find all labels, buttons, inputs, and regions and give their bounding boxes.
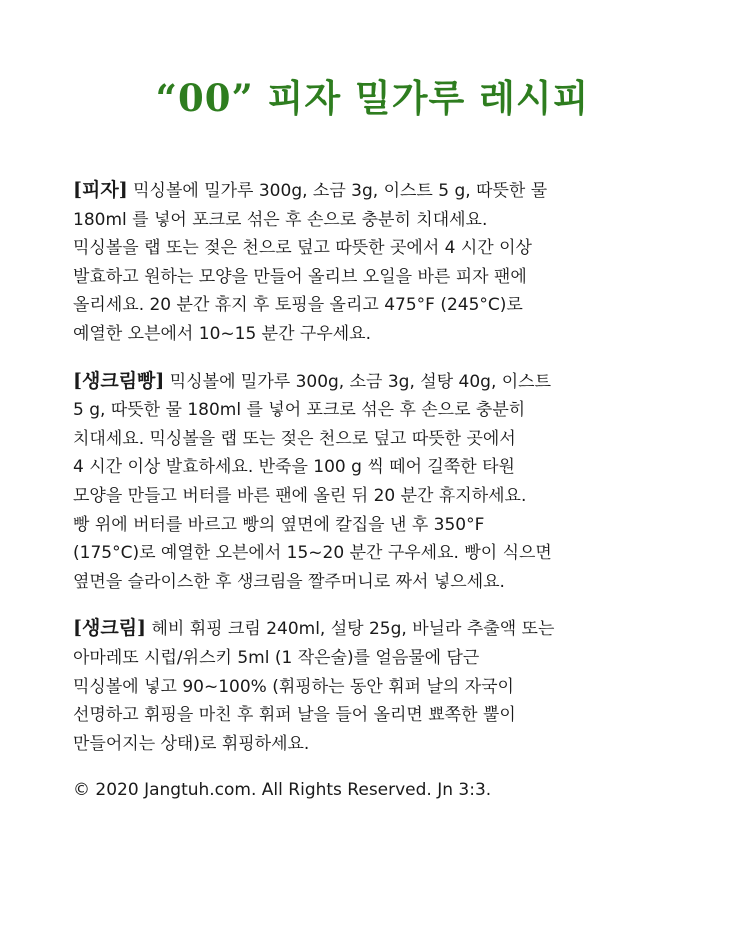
section-line: 치대세요. 믹싱볼을 랩 또는 젖은 천으로 덮고 따뜻한 곳에서	[73, 428, 516, 449]
section-line: 선명하고 휘핑을 마친 후 휘퍼 날을 들어 올리면 뾰쪽한 뿔이	[73, 705, 516, 726]
section-tag: [생크림빵]	[73, 369, 165, 392]
recipe-body	[73, 176, 693, 804]
copyright-notice: © 2020 Jangtuh.com. All Rights Reserved. Jn 3:3.	[73, 780, 492, 801]
whipped-cream-section	[73, 614, 693, 758]
section-line: 만들어지는 상태)로 휘핑하세요.	[73, 733, 310, 754]
section-line: 발효하고 원하는 모양을 만들어 올리브 오일을 바른 피자 팬에	[73, 266, 527, 287]
section-line: 아마레또 시럽/위스키 5ml (1 작은술)를 얼음물에 담근	[73, 647, 480, 668]
section-line: 빵 위에 버터를 바르고 빵의 옆면에 칼집을 낸 후 350°F	[73, 514, 485, 535]
section-line: 모양을 만들고 버터를 바른 팬에 올린 뒤 20 분간 휴지하세요.	[73, 485, 527, 506]
pizza-section	[73, 176, 693, 349]
section-line: [피자] 믹싱볼에 밀가루 300g, 소금 3g, 이스트 5 g, 따뜻한 물	[73, 179, 548, 201]
section-line: 올리세요. 20 분간 휴지 후 토핑을 올리고 475°F (245°C)로	[73, 295, 523, 316]
section-line: 믹싱볼에 넣고 90~100% (휘핑하는 동안 휘퍼 날의 자국이	[73, 676, 514, 697]
page-title: “00” 피자 밀가루 레시피	[155, 76, 590, 120]
section-line: [생크림빵] 믹싱볼에 밀가루 300g, 소금 3g, 설탕 40g, 이스트	[73, 369, 552, 392]
section-line: (175°C)로 예열한 오븐에서 15~20 분간 구우세요. 빵이 식으면	[73, 543, 552, 564]
section-line: [생크림] 헤비 휘핑 크림 240ml, 설탕 25g, 바닐라 추출액 또는	[73, 617, 555, 640]
section-line: 180ml 를 넣어 포크로 섞은 후 손으로 충분히 치대세요.	[73, 209, 488, 230]
section-line: 믹싱볼을 랩 또는 젖은 천으로 덮고 따뜻한 곳에서 4 시간 이상	[73, 238, 532, 259]
section-line: 옆면을 슬라이스한 후 생크림을 짤주머니로 짜서 넣으세요.	[73, 571, 505, 592]
section-line: 예열한 오븐에서 10~15 분간 구우세요.	[73, 323, 372, 344]
section-line: 5 g, 따뜻한 물 180ml 를 넣어 포크로 섞은 후 손으로 충분히	[73, 400, 526, 421]
section-line: 4 시간 이상 발효하세요. 반죽을 100 g 씩 떼어 길쭉한 타원	[73, 457, 515, 478]
section-tag: [피자]	[73, 179, 128, 201]
cream-bread-section	[73, 367, 693, 597]
section-tag: [생크림]	[73, 617, 147, 640]
